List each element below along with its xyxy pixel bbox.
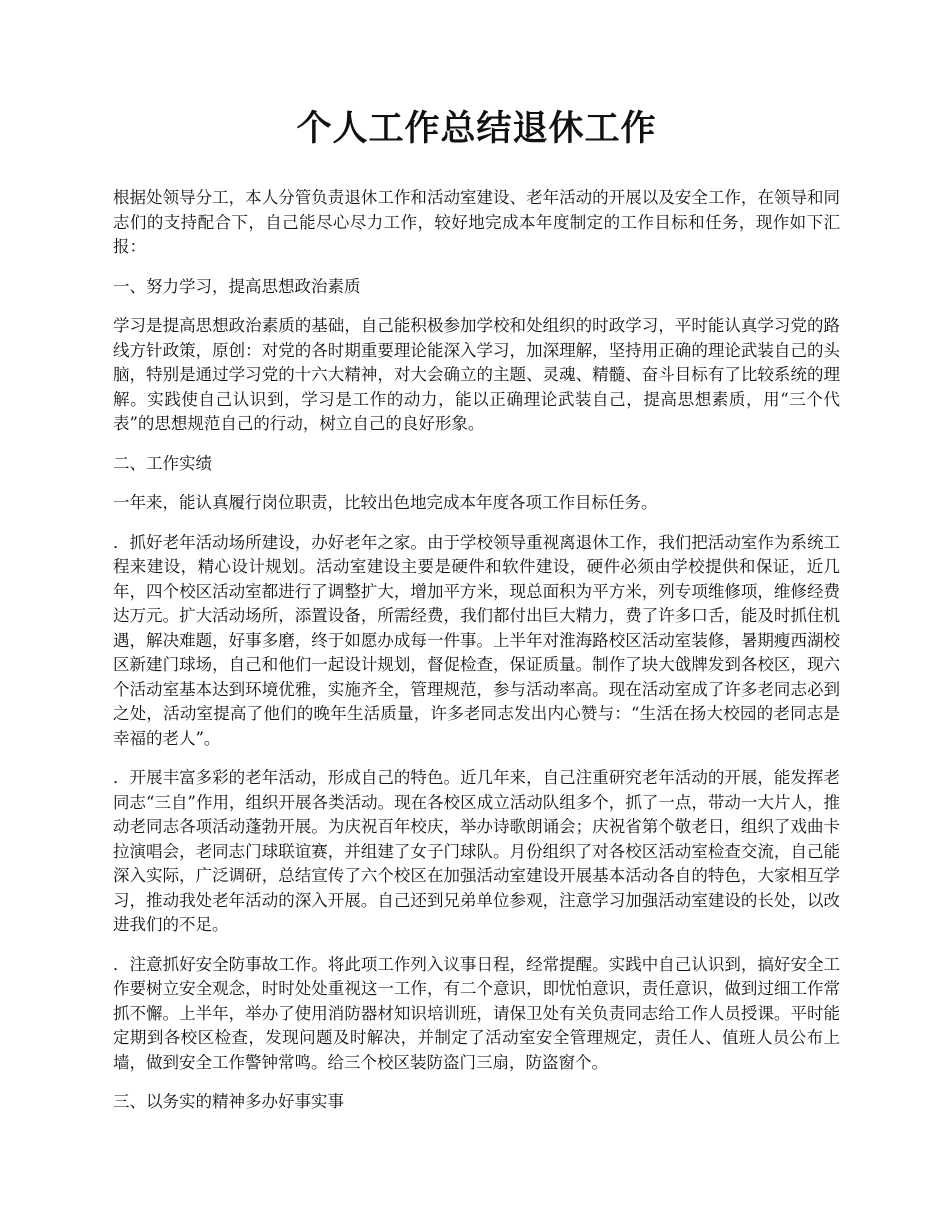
section-1-heading: 一、努力学习，提高思想政治素质	[113, 276, 361, 296]
section-3-heading: 三、以务实的精神多办好事实事	[113, 1092, 344, 1111]
intro-paragraph: 根据处领导分工，本人分管负责退休工作和活动室建设、老年活动的开展以及安全工作，在领导和同志们的支持配合下，自己能尽心尽力工作，较好地完成本年度制定的工作目标和任务，现作如下汇报：	[113, 188, 840, 256]
section-2-item-2: ．开展丰富多彩的老年活动，形成自己的特色。近几年来，自己注重研究老年活动的开展，能发挥老同志“三自”作用，组织开展各类活动。现在各校区成立活动队组多个，抓了一点，带动一大片人，推动老同志各项活动蓬勃开展。为庆祝百年校庆，举办诗歌朗诵会；庆祝省第个敬老日，组织了戏曲卡拉演唱会，老同志门球联谊赛，并组建了女子门球队。月份组织了对各校区活动室检查交流，自己能深入实际，广泛调研，总结宣传了六个校区在加强活动室建设开展基本活动各自的特色，大家相互学习，推动我处老年活动的深入开展。自己还到兄弟单位参观，注意学习加强活动室建设的长处，以改进我们的不足。	[113, 768, 840, 934]
section-2-intro: 一年来，能认真履行岗位职责，比较出色地完成本年度各项工作目标任务。	[113, 493, 658, 512]
section-2-heading: 二、工作实绩	[113, 453, 212, 473]
document-title: 个人工作总结退休工作	[296, 108, 657, 149]
section-2-item-1: ．抓好老年活动场所建设，办好老年之家。由于学校领导重视离退休工作，我们把活动室作为系统工程来建设，精心设计规划。活动室建设主要是硬件和软件建设，硬件必须由学校提供和保证，近几年，四个校区活动室都进行了调整扩大，增加平方米，现总面积为平方米，列专项维修项，维修经费达万元。扩大活动场所，添置设备，所需经费，我们都付出巨大精力，费了许多口舌，能及时抓住机遇，解决难题，好事多磨，终于如愿办成每一件事。上半年对淮海路校区活动室装修，暑期瘦西湖校区新建门球场，自己和他们一起设计规划，督促检查，保证质量。制作了块大戗牌发到各校区，现六个活动室基本达到环境优雅，实施齐全，管理规范，参与活动率高。现在活动室成了许多老同志必到之处，活动室提高了他们的晚年生活质量，许多老同志发出内心赞与：“生活在扬大校园的老同志是幸福的老人”。	[113, 532, 840, 748]
section-2-item-3: ．注意抓好安全防事故工作。将此项工作列入议事日程，经常提醒。实践中自己认识到，搞好安全工作要树立安全观念，时时处处重视这一工作，有二个意识，即忧怕意识，责任意识，做到过细工作常抓不懈。上半年，举办了使用消防器材知识培训班，请保卫处有关负责同志给工作人员授课。平时能定期到各校区检查，发现问题及时解决，并制定了活动室安全管理规定，责任人、值班人员公布上墙，做到安全工作警钟常鸣。给三个校区装防盗门三扇，防盗窗个。	[113, 954, 840, 1072]
document-page	[113, 108, 840, 1130]
section-1-body: 学习是提高思想政治素质的基础，自己能积极参加学校和处组织的时政学习，平时能认真学习党的路线方针政策，原创：对党的各时期重要理论能深入学习，加深理解，坚持用正确的理论武装自己的头脑，特别是通过学习党的十六大精神，对大会确立的主题、灵魂、精髓、奋斗目标有了比较系统的理解。实践使自己认识到，学习是工作的动力，能以正确理论武装自己，提高思想素质，用“三个代表”的思想规范自己的行动，树立自己的良好形象。	[113, 316, 840, 433]
